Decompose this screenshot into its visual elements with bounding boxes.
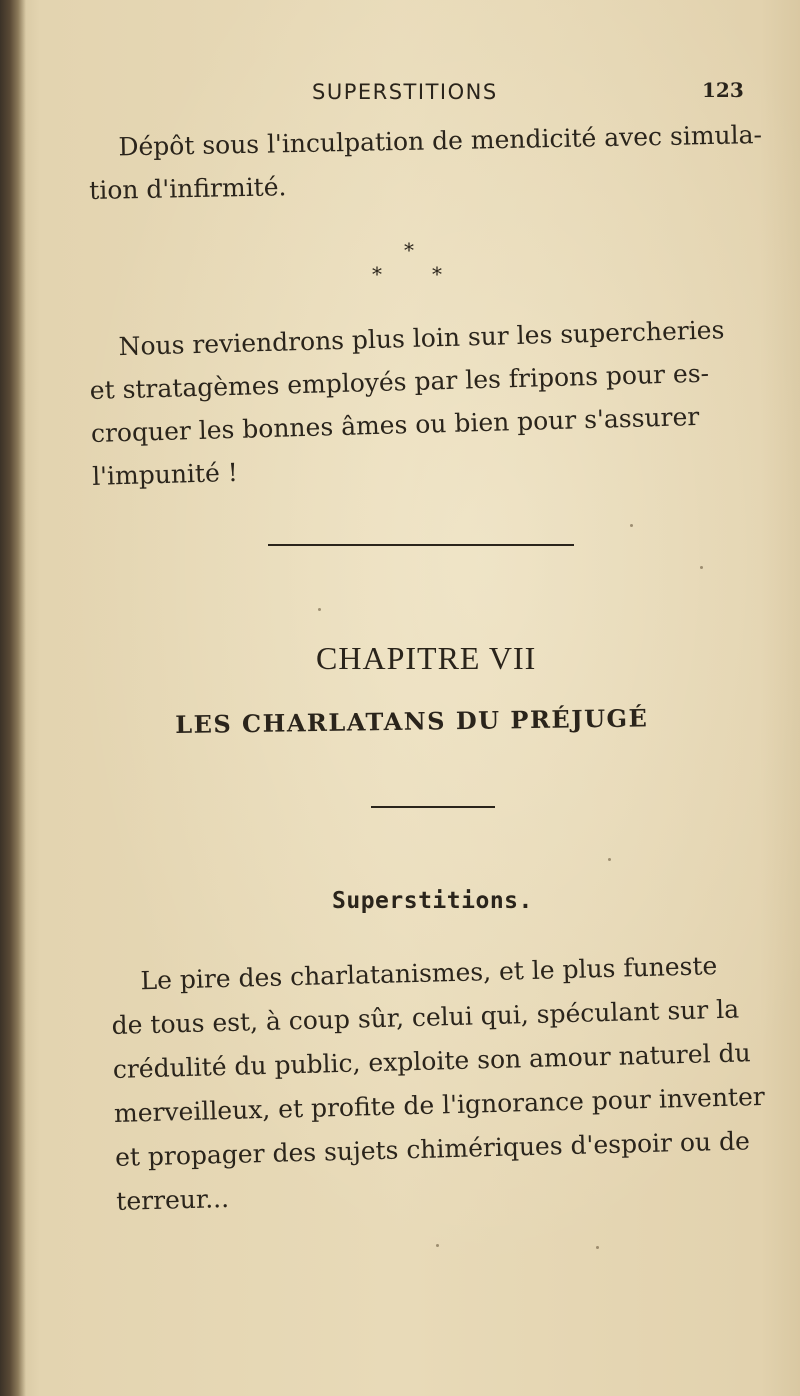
paragraph-line: l'impunité !	[91, 457, 239, 491]
page-binding-edge	[0, 0, 26, 1396]
paragraph-line: et stratagèmes employés par les fripons pour es-	[89, 358, 710, 405]
page-header	[0, 78, 800, 108]
paper-speck	[630, 524, 633, 527]
paper-speck	[596, 1246, 599, 1249]
chapter-title: LES CHARLATANS DU PRÉJUGÉ	[175, 703, 649, 739]
paragraph-line: crédulité du public, exploite son amour naturel du	[112, 1038, 751, 1084]
paragraph-3	[110, 943, 777, 1224]
chapter-divider-rule	[268, 544, 574, 546]
paper-speck	[608, 858, 611, 861]
paragraph-line: Le pire des charlatanismes, et le plus funeste	[140, 951, 718, 996]
asterisk-icon: *	[404, 238, 414, 262]
paper-speck	[318, 608, 321, 611]
running-title: SUPERSTITIONS	[312, 80, 498, 104]
paragraph-line: et propager des sujets chimériques d'espoir ou de	[114, 1126, 751, 1172]
paragraph-line: croquer les bonnes âmes ou bien pour s'assurer	[90, 401, 700, 448]
asterisk-icon: *	[432, 262, 442, 286]
chapter-number: CHAPITRE VII	[316, 640, 537, 676]
paper-speck	[700, 566, 703, 569]
paper-speck	[436, 1244, 439, 1247]
paragraph-1	[88, 113, 763, 212]
paragraph-line: tion d'infirmité.	[88, 172, 287, 205]
paragraph-line: Nous reviendrons plus loin sur les supercheries	[118, 315, 725, 362]
page-number: 123	[702, 78, 744, 102]
asterisk-icon: *	[372, 262, 382, 286]
paragraph-line: merveilleux, et profite de l'ignorance pour inventer	[113, 1081, 766, 1128]
paragraph-line: terreur...	[115, 1183, 230, 1216]
paragraph-line: Dépôt sous l'inculpation de mendicité avec simula-	[118, 120, 763, 162]
paragraph-line: de tous est, à coup sûr, celui qui, spéculant sur la	[111, 994, 740, 1040]
paragraph-2	[88, 308, 753, 498]
section-heading: Superstitions.	[332, 888, 533, 914]
title-divider-rule	[371, 806, 495, 808]
asterism-separator	[372, 238, 462, 298]
